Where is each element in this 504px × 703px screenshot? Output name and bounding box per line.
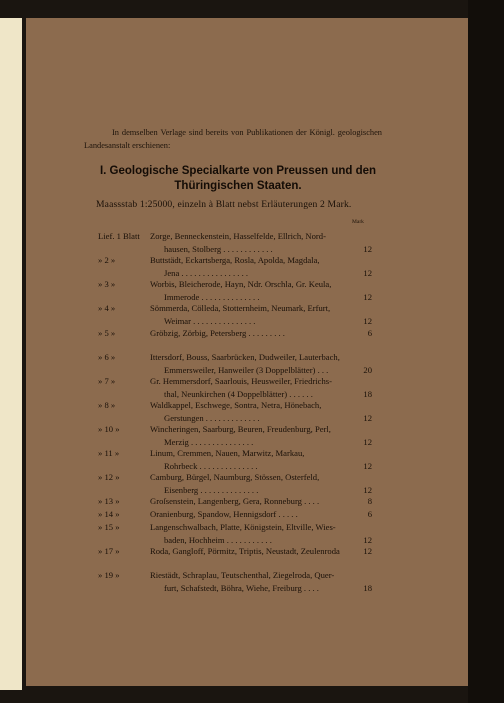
price: 12 <box>363 267 372 278</box>
sheet-names <box>150 471 348 496</box>
sheet-names-line-2: Immerode . . . . . . . . . . . . . . <box>164 291 260 302</box>
sheet-names-line-2: Merzig . . . . . . . . . . . . . . . <box>164 436 254 447</box>
delivery-label: » 2 » <box>98 255 116 265</box>
sheet-names-line-1: Groſsenstein, Langenberg, Gera, Ronneburg . . . . <box>150 496 320 506</box>
price: 12 <box>363 546 372 556</box>
sheet-names <box>150 375 348 400</box>
sheet-names <box>150 508 348 521</box>
sheet-names <box>150 351 348 376</box>
delivery-label: » 12 » <box>98 472 120 482</box>
sheet-names-line-2: Weimar . . . . . . . . . . . . . . . <box>164 315 256 326</box>
sheet-names-line-1: Buttstädt, Eckartsberga, Rosla, Apolda, Magdala, <box>150 255 320 265</box>
sheet-names-line-1: Wincheringen, Saarburg, Beuren, Freudenburg, Perl, <box>150 424 331 434</box>
delivery-label: » 5 » <box>98 328 116 338</box>
sheet-names-line-1: Gr. Hemmersdorf, Saarlouis, Heusweiler, Friedrichs- <box>150 376 332 386</box>
delivery-label: » 7 » <box>98 376 116 386</box>
sheet-names-line-2: Eisenberg . . . . . . . . . . . . . . <box>164 484 259 495</box>
heading-line-2: Thüringischen Staaten. <box>174 180 302 192</box>
sheet-names <box>150 495 348 508</box>
heading-line-1: I. Geologische Specialkarte von Preussen und den <box>99 165 377 177</box>
delivery-label: » 3 » <box>98 279 116 289</box>
section-heading <box>96 164 380 194</box>
sheet-names-line-2: hausen, Stolberg . . . . . . . . . . . . <box>164 243 273 254</box>
sheet-names <box>150 423 348 448</box>
price: 18 <box>363 388 372 399</box>
price: 12 <box>363 534 372 545</box>
price: 6 <box>367 509 372 519</box>
price: 12 <box>363 243 372 254</box>
sheet-names <box>150 521 348 546</box>
price: 12 <box>363 436 372 447</box>
delivery-label: » 19 » <box>98 570 120 580</box>
sheet-names <box>150 254 348 279</box>
delivery-label: » 14 » <box>98 509 120 519</box>
price: 12 <box>363 315 372 326</box>
price: 6 <box>367 328 372 338</box>
sheet-names-line-1: Waldkappel, Eschwege, Sontra, Netra, Hönebach, <box>150 400 322 410</box>
sheet-names <box>150 302 348 327</box>
sheet-names-line-2: baden, Hochheim . . . . . . . . . . . <box>164 534 272 545</box>
sheet-names-line-2: thal, Neunkirchen (4 Doppelblätter) . . . . . . <box>164 388 313 399</box>
delivery-label: » 4 » <box>98 303 116 313</box>
sheet-names-line-1: Oranienburg, Spandow, Hennigsdorf . . . . . <box>150 509 298 519</box>
adjacent-page-edge <box>0 18 22 690</box>
sheet-names <box>150 545 348 558</box>
sheet-names-line-1: Gröbzig, Zörbig, Petersberg . . . . . . . . . <box>150 328 285 338</box>
sheet-names-line-1: Camburg, Bürgel, Naumburg, Stössen, Osterfeld, <box>150 472 320 482</box>
price: 20 <box>363 364 372 375</box>
sheet-names-line-1: Riestädt, Schraplau, Teutschenthal, Ziegelroda, Quer- <box>150 570 335 580</box>
sheet-names-line-2: Gerstungen . . . . . . . . . . . . . <box>164 412 260 423</box>
price: 12 <box>363 484 372 495</box>
delivery-label: » 17 » <box>98 546 120 556</box>
sheet-names-line-1: Linum, Cremmen, Nauen, Marwitz, Markau, <box>150 448 305 458</box>
scan-border <box>468 0 504 703</box>
sheet-names <box>150 447 348 472</box>
sheet-names <box>150 569 348 594</box>
sheet-names-line-2: Rohrbeck . . . . . . . . . . . . . . <box>164 460 258 471</box>
price: 12 <box>363 460 372 471</box>
scale-line: Maassstab 1:25000, einzeln à Blatt nebst Erläuterungen 2 Mark. <box>96 199 352 210</box>
price: 12 <box>363 291 372 302</box>
intro-paragraph: In demselben Verlage sind bereits von Publikationen der Königl. geologischen Landesanstalt erschienen: <box>84 128 382 150</box>
delivery-label: Lief. 1 Blatt <box>98 231 140 241</box>
price-column-header: Mark <box>352 219 364 225</box>
delivery-label: » 6 » <box>98 352 116 362</box>
sheet-names-line-1: Sömmerda, Cölleda, Stotternheim, Neumark, Erfurt, <box>150 303 331 313</box>
delivery-label: » 10 » <box>98 424 120 434</box>
delivery-label: » 13 » <box>98 496 120 506</box>
delivery-label: » 11 » <box>98 448 120 458</box>
sheet-names-line-1: Ittersdorf, Bouss, Saarbrücken, Dudweiler, Lauterbach, <box>150 352 340 362</box>
sheet-names-line-1: Worbis, Bleicherode, Hayn, Ndr. Orschla, Gr. Keula, <box>150 279 332 289</box>
sheet-names-line-1: Langenschwalbach, Platte, Königstein, Eltville, Wies- <box>150 522 336 532</box>
sheet-names-line-2: Jena . . . . . . . . . . . . . . . . <box>164 267 249 278</box>
price: 12 <box>363 412 372 423</box>
sheet-names <box>150 327 348 340</box>
sheet-names-line-1: Zorge, Benneckenstein, Hasselfelde, Ellrich, Nord- <box>150 231 326 241</box>
delivery-label: » 15 » <box>98 522 120 532</box>
price: 18 <box>363 582 372 593</box>
sheet-names <box>150 399 348 424</box>
sheet-names-line-1: Roda, Gangloff, Pörmitz, Triptis, Neustadt, Zeulenroda <box>150 546 340 556</box>
sheet-names <box>150 230 348 255</box>
sheet-names <box>150 278 348 303</box>
delivery-label: » 8 » <box>98 400 116 410</box>
price: 8 <box>367 496 372 506</box>
sheet-names-line-2: furt, Schafstedt, Böhra, Wiehe, Freiburg . . . . <box>164 582 319 593</box>
sheet-names-line-2: Emmersweiler, Hanweiler (3 Doppelblätter) . . . <box>164 364 329 375</box>
